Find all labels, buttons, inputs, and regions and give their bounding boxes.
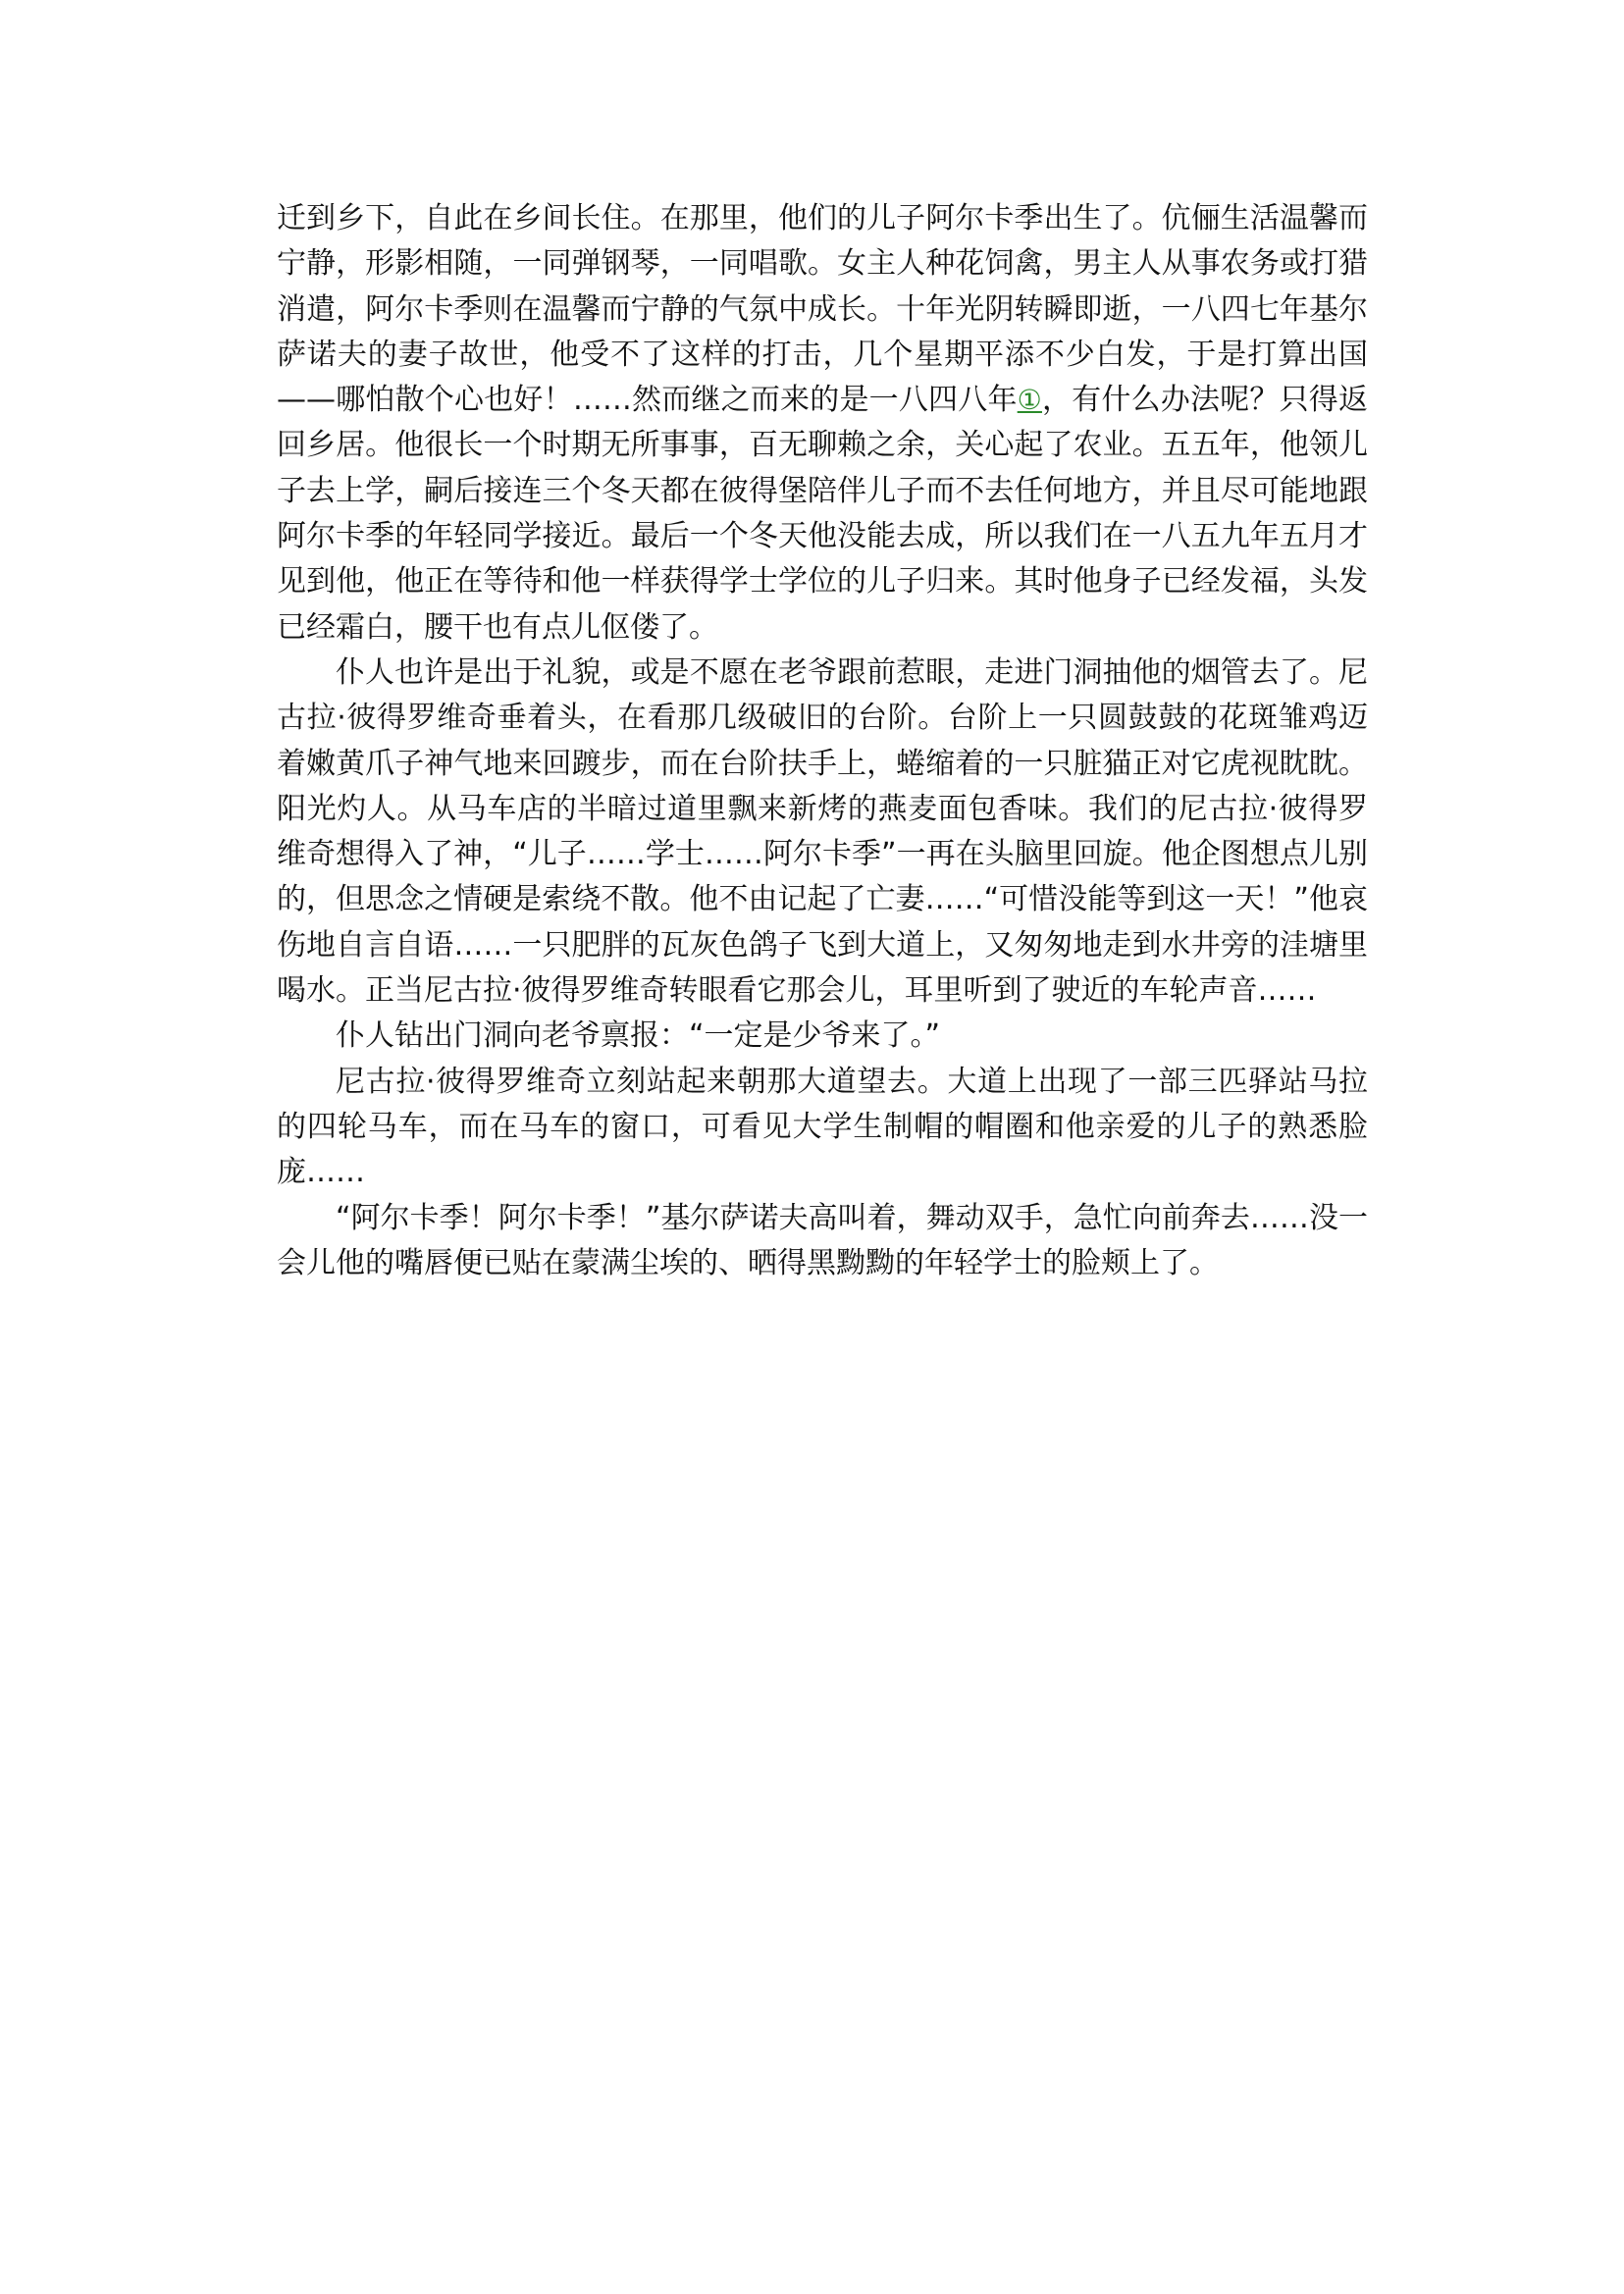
paragraph (277, 1014, 1368, 1059)
paragraph-text: “阿尔卡季！阿尔卡季！”基尔萨诺夫高叫着，舞动双手，急忙向前奔去……没一会儿他的嘴唇便已贴在蒙满尘埃的、晒得黑黝黝的年轻学士的脸颊上了。 (277, 1200, 1368, 1280)
paragraph (277, 1060, 1368, 1196)
paragraph-text: 仆人钻出门洞向老爷禀报：“一定是少爷来了。” (336, 1018, 941, 1054)
paragraph (277, 196, 1368, 651)
paragraph (277, 1196, 1368, 1287)
paragraph-text: 迁到乡下，自此在乡间长住。在那里，他们的儿子阿尔卡季出生了。伉俪生活温馨而宁静，形影相随，一同弹钢琴，一同唱歌。女主人种花饲禽，男主人从事农务或打猎消遣，阿尔卡季则在温馨而宁静的气氛中成长。十年光阴转瞬即逝，一八四七年基尔萨诺夫的妻子故世，他受不了这样的打击，几个星期平添不少白发，于是打算出国——哪怕散个心也好！……然而继之而来的是一八四八年 (277, 201, 1368, 418)
paragraph-text: 尼古拉·彼得罗维奇立刻站起来朝那大道望去。大道上出现了一部三匹驿站马拉的四轮马车，而在马车的窗口，可看见大学生制帽的帽圈和他亲爱的儿子的熟悉脸庞…… (277, 1064, 1368, 1190)
paragraph-text: 仆人也许是出于礼貌，或是不愿在老爷跟前惹眼，走进门洞抽他的烟管去了。尼古拉·彼得罗维奇垂着头，在看那几级破旧的台阶。台阶上一只圆鼓鼓的花斑雏鸡迈着嫩黄爪子神气地来回踱步，而在台阶扶手上，蜷缩着的一只脏猫正对它虎视眈眈。阳光灼人。从马车店的半暗过道里飘来新烤的燕麦面包香味。我们的尼古拉·彼得罗维奇想得入了神，“儿子……学士……阿尔卡季”一再在头脑里回旋。他企图想点儿别的，但思念之情硬是索绕不散。他不由记起了亡妻……“可惜没能等到这一天！”他哀伤地自言自语……一只肥胖的瓦灰色鸽子飞到大道上，又匆匆地走到水井旁的洼塘里喝水。正当尼古拉·彼得罗维奇转眼看它那会儿，耳里听到了驶近的车轮声音…… (277, 654, 1368, 1009)
paragraph-text: ，有什么办法呢？只得返回乡居。他很长一个时期无所事事，百无聊赖之余，关心起了农业。五五年，他领儿子去上学，嗣后接连三个冬天都在彼得堡陪伴儿子而不去任何地方，并且尽可能地跟阿尔卡季的年轻同学接近。最后一个冬天他没能去成，所以我们在一八五九年五月才见到他，他正在等待和他一样获得学士学位的儿子归来。其时他身子已经发福，头发已经霜白，腰干也有点儿伛偻了。 (277, 383, 1369, 645)
footnote-link[interactable]: ① (1017, 384, 1042, 417)
body-text (277, 196, 1368, 1286)
paragraph (277, 651, 1368, 1014)
